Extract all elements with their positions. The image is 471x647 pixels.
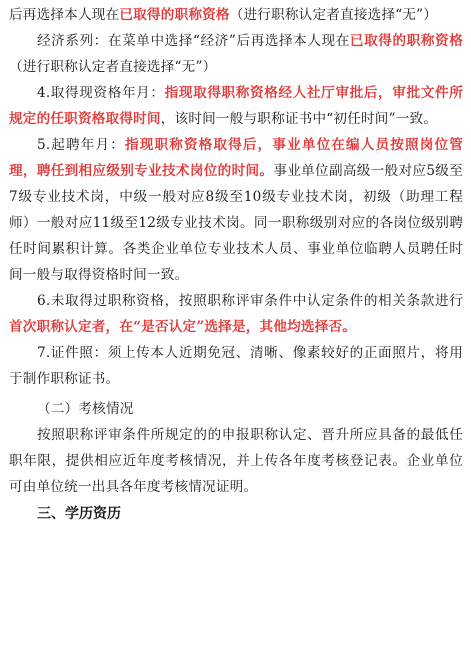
text-run: 经济系列：在菜单中选择“经济”后再选择本人现在: [37, 33, 350, 49]
text-run: （进行职称认定者直接选择“无”）: [9, 59, 217, 75]
text-run: 4.取得现资格年月：: [37, 85, 165, 101]
paragraph-economics-series: [9, 28, 463, 80]
paragraph-item-4: [9, 80, 463, 132]
section-title: 三、学历资历: [37, 506, 121, 522]
highlight-run: 首次职称认定者，在“是否认定”选择是，其他均选择否。: [9, 319, 357, 335]
highlight-run: 指现职称资格取得后，事业单位在编人员按照岗位管理，聘任到相应级别专业技术岗位的时间。: [9, 137, 463, 179]
text-run: ，该时间一般与职称证书中“初任时间”一致。: [160, 111, 438, 127]
paragraph-item-7: [9, 340, 463, 392]
highlight-run: 已取得的职称资格: [119, 7, 230, 23]
text-run: 6.未取得过职称资格，按照职称评审条件中认定条件的相关条款进行: [37, 293, 463, 309]
paragraph-assessment: 按照职称评审条件所规定的的申报职称认定、晋升所应具备的最低任职年限，提供相应近年度考核情况，并上传各年度考核登记表。企业单位可由单位统一出具各年度考核情况证明。: [9, 427, 463, 495]
highlight-run: 指现取得职称资格经人社厅审批后，审批文件所规定的任职资格取得时间: [9, 85, 463, 127]
subheading-assessment: （二）考核情况: [37, 401, 134, 417]
text-run: 事业单位副高级一般对应5级至7级专业技术岗，中级一般对应8级至10级专业技术岗，初级（助理工程师）一般对应11级至12级专业技术岗。同一职称级别对应的各岗位级别聘任时间累积计算。各类企业单位专业技术人员、事业单位临聘人员聘任时间一般与取得资格时间一致。: [9, 163, 463, 283]
text-run: 7.证件照：须上传本人近期免冠、清晰、像素较好的正面照片，将用于制作职称证书。: [9, 345, 463, 387]
highlight-run: 已取得的职称资格: [349, 33, 463, 49]
paragraph-item-6: [9, 288, 463, 340]
paragraph-item-5: [9, 132, 463, 288]
text-run: （进行职称认定者直接选择“无”）: [229, 7, 438, 23]
text-run: 5.起聘年月：: [37, 137, 125, 153]
paragraph-title-continuation: [9, 2, 463, 28]
text-run: 后再选择本人现在: [9, 7, 120, 23]
